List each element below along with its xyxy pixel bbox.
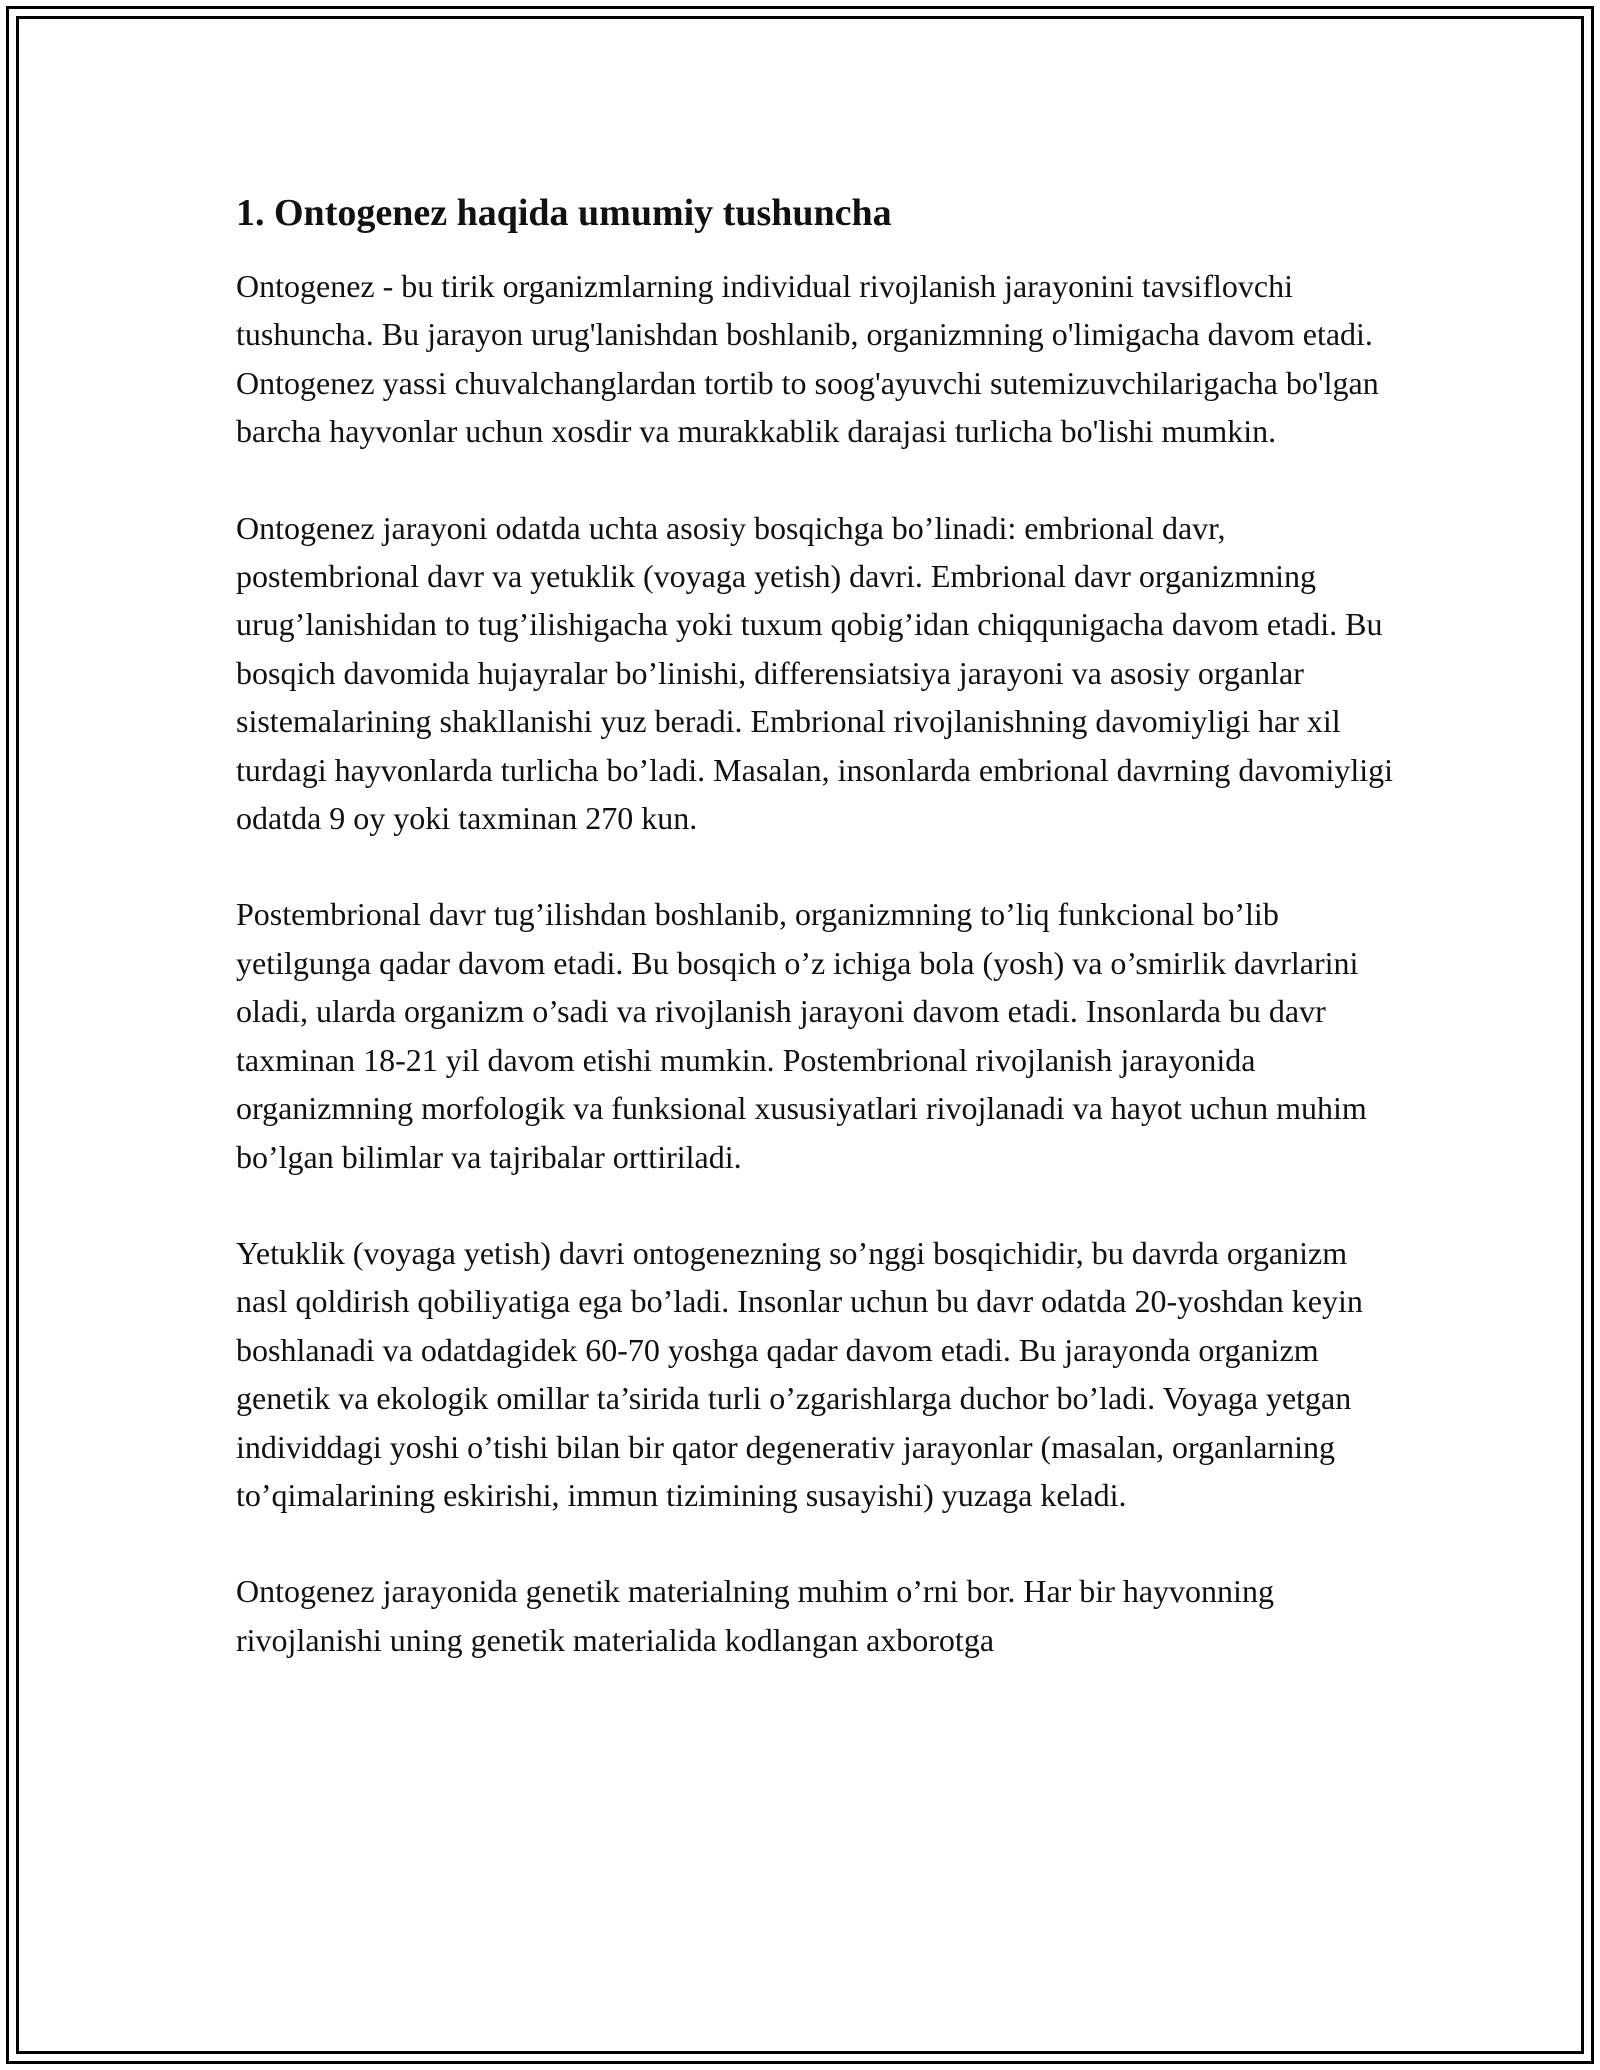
document-body bbox=[236, 185, 1396, 1712]
paragraph-maturity: Yetuklik (voyaga yetish) davri ontogenezning so’nggi bosqichidir, bu davrda organizm nasl qoldirish qobiliyatiga ega bo’ladi. Insonlar uchun bu davr odatda 20-yoshdan keyin boshlanadi va odatdagidek 60-70 yoshga qadar davom etadi. Bu jarayonda organizm genetik va ekologik omillar ta’sirida turli o’zgarishlarga duchor bo’ladi. Voyaga yetgan individdagi yoshi o’tishi bilan bir qator degenerativ jarayonlar (masalan, organlarning to’qimalarining eskirishi, immun tizimining susayishi) yuzaga keladi. bbox=[236, 1234, 1363, 1513]
section-heading: 1. Ontogenez haqida umumiy tushuncha bbox=[236, 192, 892, 234]
paragraph-stages: Ontogenez jarayoni odatda uchta asosiy bosqichga bo’linadi: embrional davr, postembrional davr va yetuklik (voyaga yetish) davri. Embrional davr organizmning urug’lanishidan to tug’ilishigacha yoki tuxum qobig’idan chiqqunigacha davom etadi. Bu bosqich davomida hujayralar bo’linishi, differensiatsiya jarayoni va asosiy organlar sistemalarining shakllanishi yuz beradi. Embrional rivojlanishning davomiyligi har xil turdagi hayvonlarda turlicha bo’ladi. Masalan, insonlarda embrional davrning davomiyligi odatda 9 oy yoki taxminan 270 kun. bbox=[236, 509, 1394, 837]
paragraph-genetic: Ontogenez jarayonida genetik materialning muhim o’rni bor. Har bir hayvonning rivojlanishi uning genetik materialida kodlangan axborotga bbox=[236, 1573, 1274, 1658]
paragraph-postembryonic: Postembrional davr tug’ilishdan boshlanib, organizmning to’liq funkcional bo’lib yetilgunga qadar davom etadi. Bu bosqich o’z ichiga bola (yosh) va o’smirlik davrlarini oladi, ularda organizm o’sadi va rivojlanish jarayoni davom etadi. Insonlarda bu davr taxminan 18-21 yil davom etishi mumkin. Postembrional rivojlanish jarayonida organizmning morfologik va funksional xususiyatlari rivojlanadi va hayot uchun muhim bo’lgan bilimlar va tajribalar orttiriladi. bbox=[236, 896, 1367, 1175]
paragraph-intro: Ontogenez - bu tirik organizmlarning individual rivojlanish jarayonini tavsiflovchi tushuncha. Bu jarayon urug'lanishdan boshlanib, organizmning o'limigacha davom etadi. Ontogenez yassi chuvalchanglardan tortib to soog'ayuvchi sutemizuvchilarigacha bo'lgan barcha hayvonlar uchun xosdir va murakkablik darajasi turlicha bo'lishi mumkin. bbox=[236, 268, 1379, 450]
